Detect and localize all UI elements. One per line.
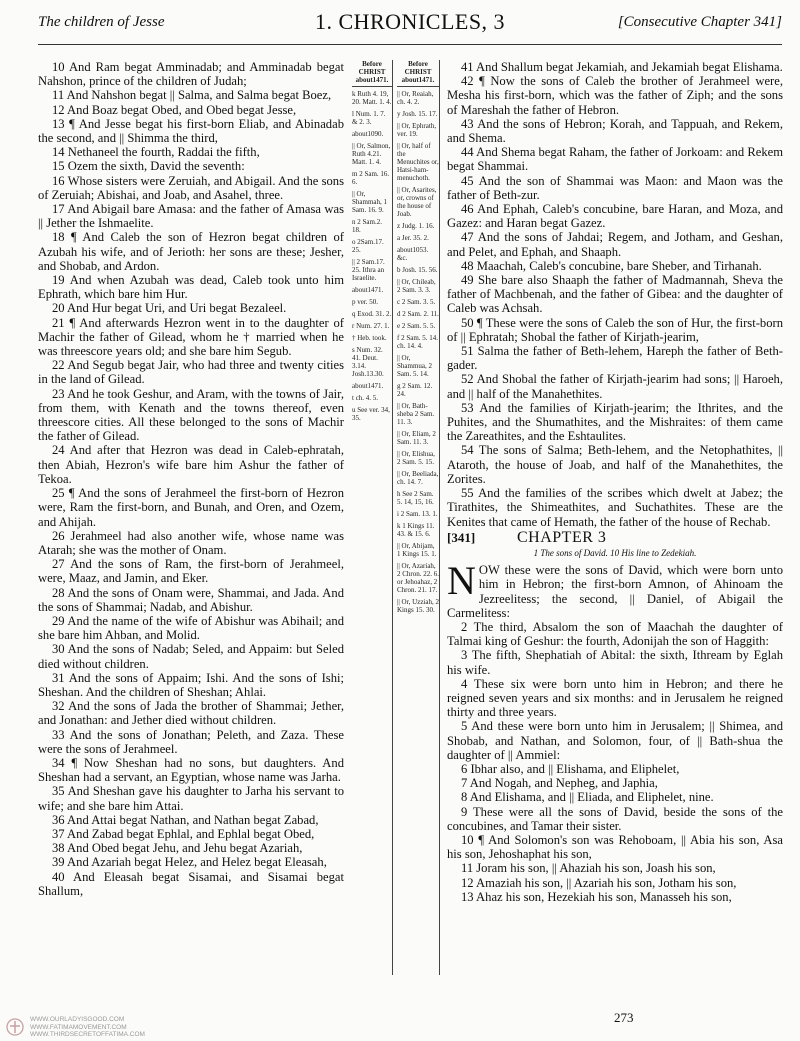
margin-note: d 2 Sam. 2. 11.	[397, 310, 439, 318]
margin-note: about1053. &c.	[397, 246, 429, 262]
verse-2-55: 55 And the families of the scribes which dwelt at Jabez; the Tirathites, the Shimeathites, and Suchathites. These are the Kenites that came of Hemath, the father of the house of Rechab.	[447, 486, 783, 529]
margin-note: h See 2 Sam. 5. 14, 15, 16.	[397, 490, 434, 506]
verse-2-36: 36 And Attai begat Nathan, and Nathan begat Zabad,	[52, 812, 319, 827]
margin-note: k Ruth 4. 19, 20. Matt. 1. 4.	[352, 90, 392, 106]
left-text-column	[38, 60, 344, 898]
verse-2-19: 19 And when Azubah was dead, Caleb took unto him Ephrath, which bare him Hur.	[38, 273, 344, 302]
verse-3-3: 3 The fifth, Shephatiah of Abital: the sixth, Ithream by Eglah his wife.	[447, 648, 783, 677]
margin-note: c 2 Sam. 3. 5.	[397, 298, 436, 306]
margin-note: || Or, Ephrath, ver. 19.	[397, 122, 437, 138]
margin-note: || 2 Sam.17. 25. Ithra an Israelite.	[352, 258, 385, 282]
verse-2-16: 16 Whose sisters were Zeruiah, and Abigail. And the sons of Zeruiah; Abishai, and Joab, and Asahel, three.	[38, 173, 344, 202]
verse-2-35: 35 And Sheshan gave his daughter to Jarha his servant to wife; and she bare him Attai.	[38, 784, 344, 813]
verse-2-53: 53 And the families of Kirjath-jearim; the Ithrites, and the Puhites, and the Shumathites, and the Mishraites: of them came the Zareathites, and the Eshtaulites.	[447, 400, 783, 444]
verse-2-25: 25 ¶ And the sons of Jerahmeel the first-born of Hezron were, Ram the first-born, and Bunah, and Oren, and Ozem, and Ahijah.	[38, 486, 344, 529]
verse-3-13: 13 Ahaz his son, Hezekiah his son, Manasseh his son,	[461, 889, 732, 904]
verse-2-17: 17 And Abigail bare Amasa: and the father of Amasa was || Jether the Ishmaelite.	[38, 202, 344, 231]
verse-2-37: 37 And Zabad begat Ephlal, and Ephlal begat Obed,	[52, 826, 315, 841]
margin-note: u See ver. 34, 35.	[352, 406, 390, 422]
margin-a-head: Before CHRIST about1471.	[352, 60, 392, 87]
margin-note: || Or, Azariah, 2 Chron. 22. 6. or Jehoahaz, 2 Chron. 21. 17.	[397, 562, 439, 594]
header-section-title: The children of Jesse	[38, 14, 165, 30]
verse-2-22: 22 And Segub begat Jair, who had three and twenty cities in the land of Gilead.	[38, 358, 344, 387]
footer-website: WWW.FATIMAMOVEMENT.COM	[30, 1023, 127, 1031]
verse-2-21: 21 ¶ And afterwards Hezron went in to the daughter of Machir the father of Gilead, whom he † married when he was threescore years old; and she bare him Segub.	[38, 315, 344, 359]
verse-2-46: 46 And Ephah, Caleb's concubine, bare Haran, and Moza, and Gazez: and Haran begat Gazez.	[447, 202, 783, 231]
verse-3-6: 6 Ibhar also, and || Elishama, and Eliphelet,	[461, 761, 680, 776]
verse-3-8: 8 And Elishama, and || Eliada, and Eliphelet, nine.	[461, 790, 714, 805]
footer-website: WWW.OURLADYISGOOD.COM	[30, 1016, 125, 1023]
header-consecutive-chapter: [Consecutive Chapter 341]	[617, 14, 782, 30]
verse-2-20: 20 And Hur begat Uri, and Uri begat Bezaleel.	[52, 301, 287, 316]
verse-3-1-text: OW these were the sons of David, which were born unto him in Hebron; the first-born Amnon, of Ahinoam the Jezreelitess; the second, || Daniel, of Abigail the Carmelitess:	[447, 563, 783, 620]
margin-note: || Or, Salmon, Ruth 4.21. Matt. 1. 4.	[352, 142, 391, 166]
verse-2-50: 50 ¶ These were the sons of Caleb the son of Hur, the first-born of || Ephratah; Shobal the father of Kirjath-jearim,	[447, 315, 783, 344]
verse-2-15: 15 Ozem the sixth, David the seventh:	[52, 159, 245, 174]
footer-website: WWW.THIRDSECRETOFFATIMA.COM	[30, 1031, 145, 1038]
margin-note: s Num. 32. 41. Deut. 3.14. Josh.13.30.	[352, 346, 384, 378]
verse-2-26: 26 Jerahmeel had also another wife, whose name was Atarah; she was the mother of Onam.	[38, 528, 344, 557]
verse-2-47: 47 And the sons of Jahdai; Regem, and Jotham, and Geshan, and Pelet, and Ephah, and Shaaph.	[447, 230, 783, 259]
verse-2-33: 33 And the sons of Jonathan; Peleth, and Zaza. These were the sons of Jerahmeel.	[38, 727, 344, 756]
verse-2-48: 48 Maachah, Caleb's concubine, bare Sheber, and Tirhanah.	[461, 258, 762, 273]
margin-note: y Josh. 15. 17.	[397, 110, 438, 118]
verse-3-12: 12 Amaziah his son, || Azariah his son, Jotham his son,	[461, 875, 737, 890]
verse-2-39: 39 And Azariah begat Helez, and Helez begat Eleasah,	[52, 855, 327, 870]
page-number: 273	[614, 1010, 634, 1025]
verse-3-2: 2 The third, Absalom the son of Maachah the daughter of Talmai king of Geshur: the fourth, Adonijah the son of Haggith:	[447, 619, 783, 649]
verse-2-38: 38 And Obed begat Jehu, and Jehu begat Azariah,	[52, 841, 303, 856]
verse-2-13: 13 ¶ And Jesse begat his first-born Eliab, and Abinadab the second, and || Shimma the third,	[38, 116, 344, 146]
margin-note: || Or, Reaiah, ch. 4. 2.	[397, 90, 434, 106]
margin-note: || Or, Bath-sheba 2 Sam. 11. 3.	[397, 402, 435, 426]
margin-note: r Num. 27. 1.	[352, 322, 390, 330]
verse-2-23: 23 And he took Geshur, and Aram, with the towns of Jair, from them, with Kenath and the towns thereof, even threescore cities. All these belonged to the sons of Machir the father of Gilead.	[38, 386, 344, 444]
verse-2-42: 42 ¶ Now the sons of Caleb the brother of Jerahmeel were, Mesha his first-born, which was the father of Ziph; and the sons of Mareshah the father of Hebron.	[447, 74, 783, 117]
margin-note: a Jer. 35. 2.	[397, 234, 429, 242]
margin-note: || Or, Asarites, or, crowns of the house of Joab.	[397, 186, 437, 218]
margin-note: m 2 Sam. 16. 6.	[352, 170, 390, 186]
margin-note: t ch. 4. 5.	[352, 394, 379, 402]
verse-2-31: 31 And the sons of Appaim; Ishi. And the sons of Ishi; Sheshan. And the children of Sheshan; Ahlai.	[38, 670, 344, 699]
margin-note: e 2 Sam. 5. 5.	[397, 322, 436, 330]
header-book-chapter: 1. CHRONICLES, 3	[314, 9, 506, 34]
margin-note: i 2 Sam. 13. 1.	[397, 510, 438, 518]
margin-note: g 2 Sam. 12. 24.	[397, 382, 433, 398]
margin-references-b	[397, 60, 440, 975]
margin-note: b Josh. 15. 56.	[397, 266, 438, 274]
margin-note: p ver. 50.	[352, 298, 379, 306]
margin-note: about1471.	[352, 382, 384, 390]
margin-note: f 2 Sam. 5. 14. ch. 14. 4.	[397, 334, 439, 350]
drop-cap: N	[447, 558, 476, 604]
verse-2-51: 51 Salma the father of Beth-lehem, Hareph the father of Beth-gader.	[447, 344, 783, 373]
verse-2-11: 11 And Nahshon begat || Salma, and Salma begat Boez,	[52, 88, 332, 103]
margin-note: || Or, Shammua, 2 Sam. 5. 14.	[397, 354, 432, 378]
chapter-title: CHAPTER 3	[517, 528, 607, 546]
verse-2-49: 49 She bare also Shaaph the father of Madmannah, Sheva the father of Machbenah, and the father of Gibea: and the daughter of Caleb was Achsah.	[447, 273, 783, 316]
margin-note: || Or, Abijam, 1 Kings 15. 1.	[397, 542, 437, 558]
margin-note: o 2Sam.17. 25.	[352, 238, 384, 254]
margin-note: about1090.	[352, 130, 384, 138]
margin-note: about1471.	[352, 286, 384, 294]
verse-2-54: 54 The sons of Salma; Beth-lehem, and the Netophathites, || Ataroth, the house of Joab, and half of the Manahethites, the Zorites.	[447, 443, 783, 486]
verse-2-18: 18 ¶ And Caleb the son of Hezron begat children of Azubah his wife, and of Jerioth: her sons are these; Jesher, and Shobab, and Ardon.	[38, 230, 344, 273]
verse-3-1	[447, 558, 783, 620]
verse-3-10: 10 ¶ And Solomon's son was Rehoboam, || Abia his son, Asa his son, Jehoshaphat his son,	[447, 832, 783, 862]
verse-2-45: 45 And the son of Shammai was Maon: and Maon was the father of Beth-zur.	[447, 173, 783, 202]
verse-3-9: 9 These were all the sons of David, beside the sons of the concubines, and Tamar their sister.	[447, 804, 783, 833]
verse-2-34: 34 ¶ Now Sheshan had no sons, but daughters. And Sheshan had a servant, an Egyptian, whose name was Jarha.	[38, 755, 344, 785]
verse-2-32: 32 And the sons of Jada the brother of Shammai; Jether, and Jonathan: and Jether died without children.	[38, 699, 344, 728]
margin-note: k 1 Kings 11. 43. & 15. 6.	[397, 522, 435, 538]
margin-b-head: Before CHRIST about1471.	[397, 60, 439, 87]
verse-3-11: 11 Joram his son, || Ahaziah his son, Joash his son,	[461, 861, 716, 876]
verse-3-4: 4 These six were born unto him in Hebron; and there he reigned seven years and six months: and in Jerusalem he reigned thirty and three years.	[447, 676, 783, 720]
margin-note: † Heb. took.	[352, 334, 387, 342]
header-rule	[38, 44, 782, 45]
margin-note: || Or, Uzziah, 2 Kings 15. 30.	[397, 598, 439, 614]
margin-note: || Or, Chileab, 2 Sam. 3. 3.	[397, 278, 436, 294]
verse-2-40: 40 And Eleasah begat Sisamai, and Sisamai begat Shallum,	[38, 869, 344, 898]
margin-note: n 2 Sam.2. 18.	[352, 218, 382, 234]
margin-note: z Judg. 1. 16.	[397, 222, 435, 230]
verse-2-44: 44 And Shema begat Raham, the father of Jorkoam: and Rekem begat Shammai.	[447, 145, 783, 174]
verse-2-29: 29 And the name of the wife of Abishur was Abihail; and she bare him Ahban, and Molid.	[38, 613, 344, 643]
verse-3-7: 7 And Nogah, and Nepheg, and Japhia,	[461, 776, 658, 791]
verse-2-41: 41 And Shallum begat Jekamiah, and Jekamiah begat Elishama.	[461, 60, 783, 74]
margin-note: || Or, Beeliada, ch. 14. 7.	[397, 470, 439, 486]
verse-2-24: 24 And after that Hezron was dead in Caleb-ephratah, then Abiah, Hezron's wife bare him Ashur the father of Tekoa.	[38, 443, 344, 486]
footer-websites	[30, 1016, 145, 1039]
margin-note: q Exod. 31. 2.	[352, 310, 392, 318]
verse-2-30: 30 And the sons of Nadab; Seled, and Appaim: but Seled died without children.	[38, 642, 344, 671]
chapter-summary: 1 The sons of David. 10 His line to Zedekiah.	[533, 547, 697, 558]
running-header	[38, 8, 782, 36]
margin-note: || Or, Elishua, 2 Sam. 5. 15.	[397, 450, 435, 466]
site-logo-icon	[6, 1018, 24, 1041]
verse-2-27: 27 And the sons of Ram, the first-born of Jerahmeel, were, Maaz, and Jamin, and Eker.	[38, 557, 344, 586]
verse-2-52: 52 And Shobal the father of Kirjath-jearim had sons; || Haroeh, and || half of the Manahethites.	[447, 372, 783, 401]
verse-2-43: 43 And the sons of Hebron; Korah, and Tappuah, and Rekem, and Shema.	[447, 116, 783, 146]
verse-2-14: 14 Nethaneel the fourth, Raddai the fifth,	[52, 145, 260, 160]
margin-note: || Or, half of the Menuchites or, Hatsi-ham-menuchoth.	[397, 142, 439, 182]
margin-note: l Num. 1. 7. & 2. 3.	[352, 110, 386, 126]
margin-references-a	[352, 60, 393, 975]
verse-3-5: 5 And these were born unto him in Jerusalem; || Shimea, and Shobab, and Nathan, and Solomon, four, of || Bath-shua the daughter of || Ammiel:	[447, 719, 783, 762]
margin-note: || Or, Shammah, 1 Sam. 16. 9.	[352, 190, 387, 214]
verse-2-10: 10 And Ram begat Amminadab; and Amminadab begat Nahshon, prince of the children of Judah;	[38, 60, 344, 89]
right-text-column	[447, 60, 783, 904]
verse-2-28: 28 And the sons of Onam were, Shammai, and Jada. And the sons of Shammai; Nadab, and Abishur.	[38, 585, 344, 614]
chapter-heading	[447, 528, 783, 546]
chapter-consecutive-number: [341]	[447, 529, 476, 545]
margin-note: || Or, Eliam, 2 Sam. 11. 3.	[397, 430, 436, 446]
verse-2-12: 12 And Boaz begat Obed, and Obed begat Jesse,	[52, 102, 297, 117]
